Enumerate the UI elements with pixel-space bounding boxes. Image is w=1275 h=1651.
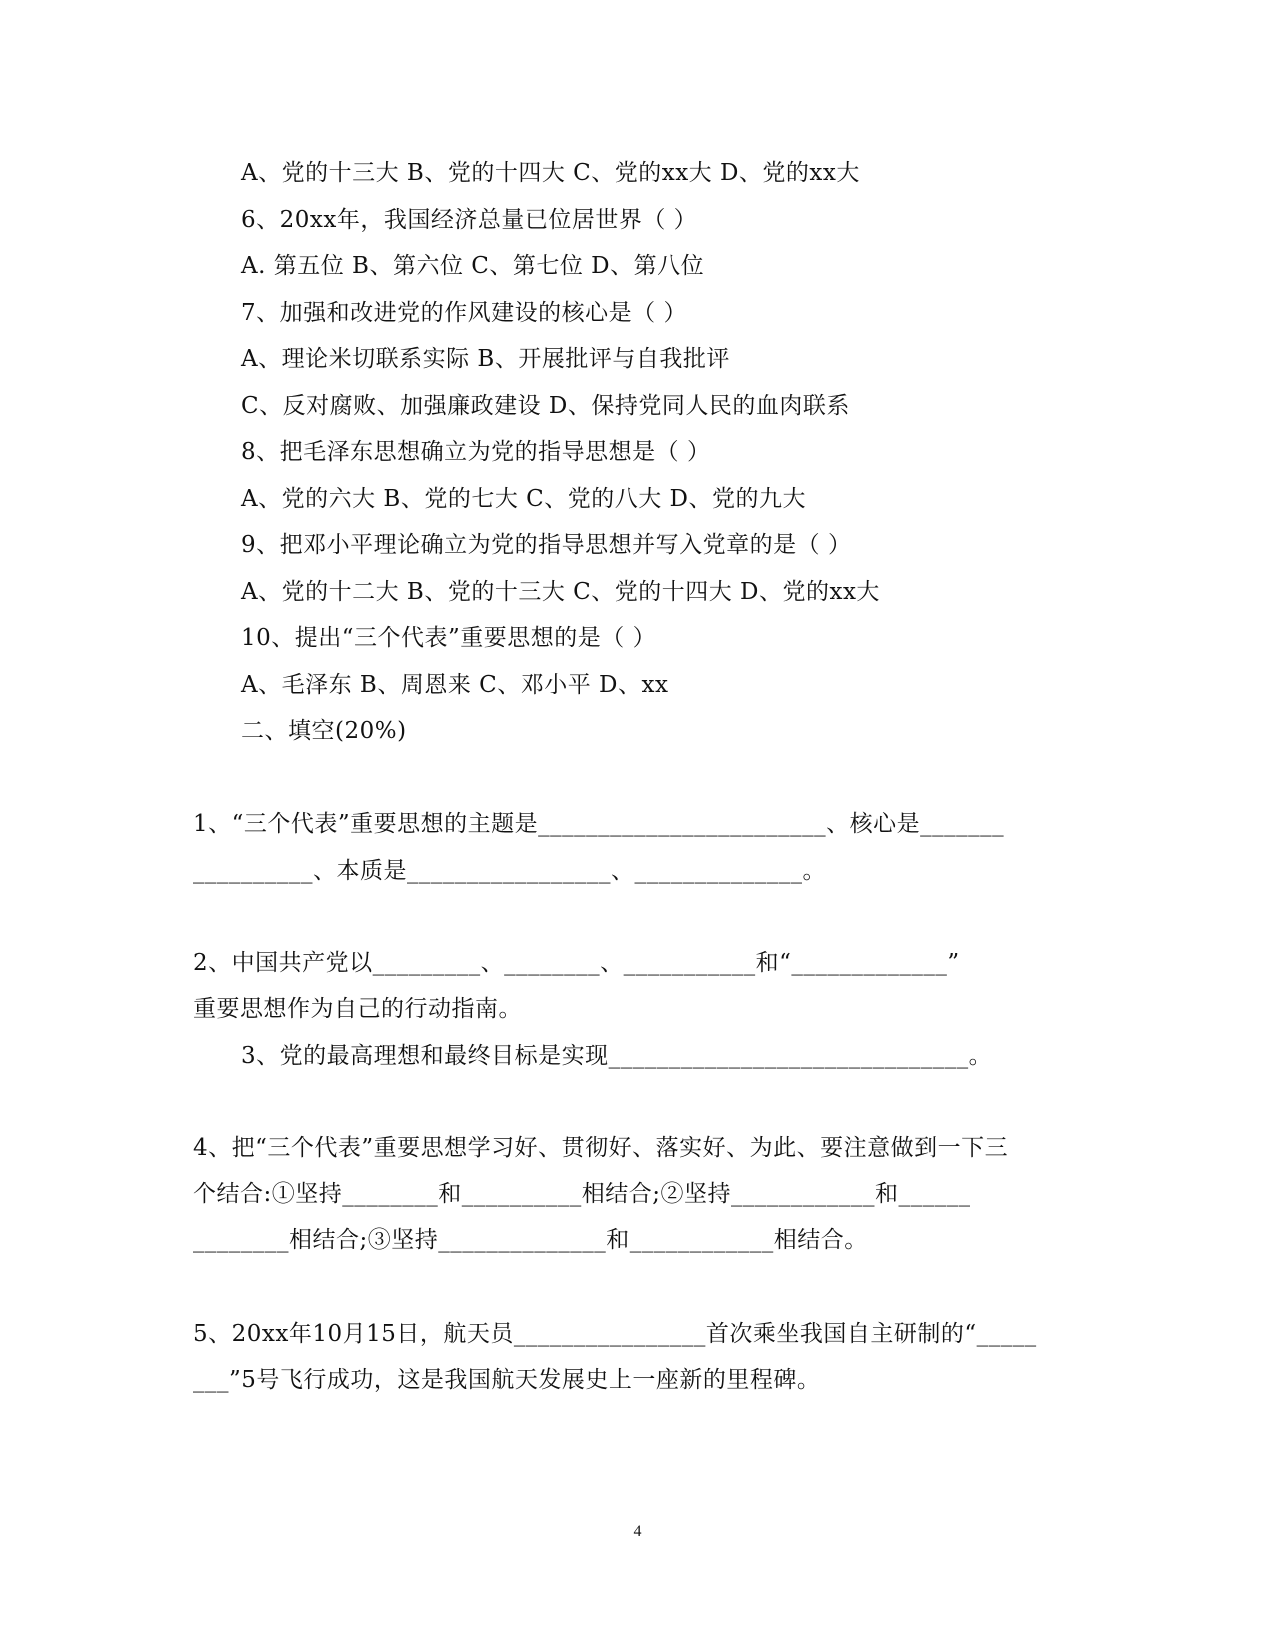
- fill-q1-line2: __________、本质是_________________、______________。: [193, 858, 826, 884]
- q7-stem: 7、加强和改进党的作风建设的核心是（ ）: [241, 300, 687, 326]
- q7-options-1: A、理论米切联系实际 B、开展批评与自我批评: [241, 346, 730, 372]
- fill-q5-line2: ___”5号飞行成功，这是我国航天发展史上一座新的里程碑。: [193, 1367, 821, 1393]
- q6-stem: 6、20xx年，我国经济总量已位居世界（ ）: [241, 207, 698, 233]
- fill-q4-line2: 个结合:①坚持________和__________相结合;②坚持____________和______: [193, 1181, 971, 1207]
- fill-q4-line3: ________相结合;③坚持______________和____________相结合。: [193, 1227, 868, 1253]
- q8-options: A、党的六大 B、党的七大 C、党的八大 D、党的九大: [241, 486, 806, 512]
- q10-options: A、毛泽东 B、周恩来 C、邓小平 D、xx: [241, 672, 669, 698]
- fill-q5-line1: 5、20xx年10月15日，航天员________________首次乘坐我国自主研制的“_____: [193, 1321, 1037, 1347]
- q7-options-2: C、反对腐败、加强廉政建设 D、保持党同人民的血肉联系: [241, 393, 850, 419]
- q5-options: A、党的十三大 B、党的十四大 C、党的xx大 D、党的xx大: [241, 160, 860, 186]
- q8-stem: 8、把毛泽东思想确立为党的指导思想是（ ）: [241, 439, 711, 465]
- q9-options: A、党的十二大 B、党的十三大 C、党的十四大 D、党的xx大: [241, 579, 880, 605]
- fill-q4-line1: 4、把“三个代表”重要思想学习好、贯彻好、落实好、为此、要注意做到一下三: [193, 1135, 1009, 1161]
- q6-options: A. 第五位 B、第六位 C、第七位 D、第八位: [241, 253, 705, 279]
- fill-q2-line1: 2、中国共产党以_________、________、___________和“_____________”: [193, 950, 960, 976]
- fill-q2-line2: 重要思想作为自己的行动指南。: [193, 996, 522, 1022]
- fill-q3-line1: 3、党的最高理想和最终目标是实现______________________________。: [241, 1043, 993, 1069]
- q10-stem: 10、提出“三个代表”重要思想的是（ ）: [241, 625, 657, 651]
- q9-stem: 9、把邓小平理论确立为党的指导思想并写入党章的是（ ）: [241, 532, 852, 558]
- fill-q1-line1: 1、“三个代表”重要思想的主题是________________________、核心是_______: [193, 811, 1005, 837]
- page-number: 4: [633, 1523, 642, 1540]
- section-heading-fill-in: 二、填空(20%): [241, 718, 407, 744]
